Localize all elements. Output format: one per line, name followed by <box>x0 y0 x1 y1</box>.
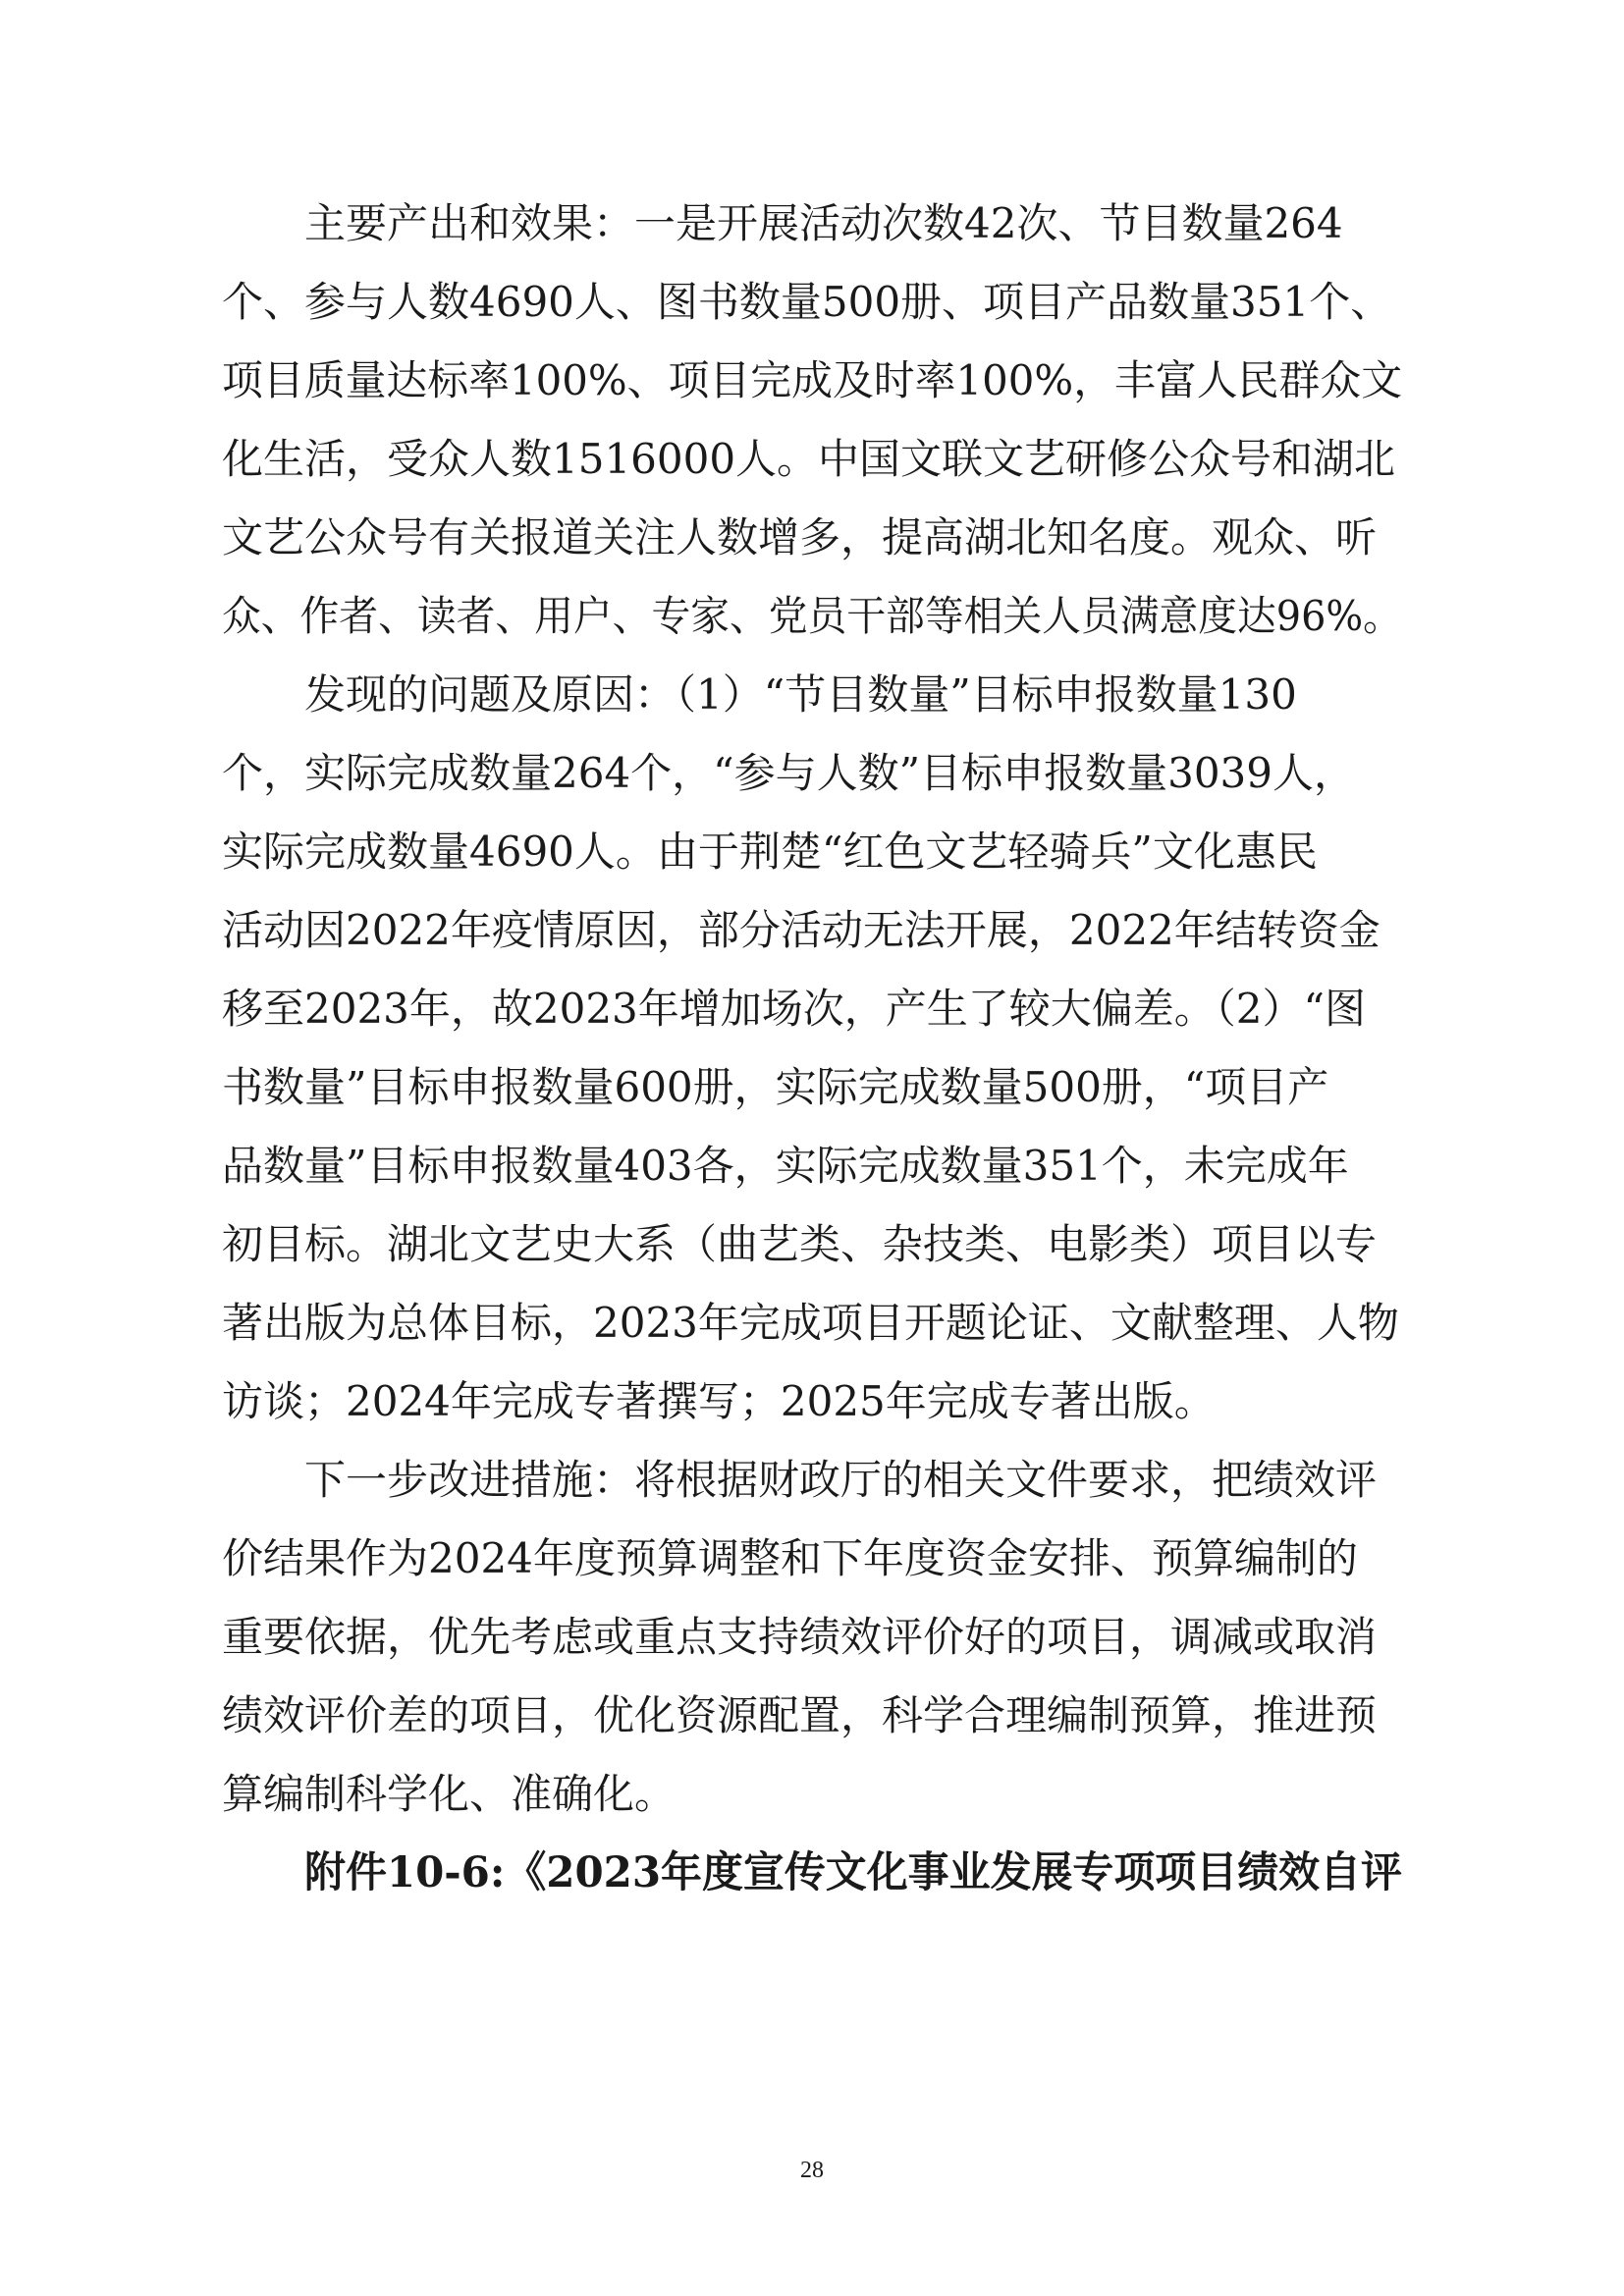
text-line <box>0 342 1624 420</box>
text-line <box>0 813 1624 891</box>
text-line-content: 个，实际完成数量264个，“参与人数”目标申报数量3039人， <box>222 749 1355 797</box>
text-line <box>0 1520 1624 1598</box>
text-line <box>0 656 1624 734</box>
text-line-content: 价结果作为2024年度预算调整和下年度资金安排、预算编制的 <box>222 1534 1358 1582</box>
text-line-content: 著出版为总体目标，2023年完成项目开题论证、文献整理、人物 <box>222 1299 1399 1347</box>
text-line-content: 主要产出和效果：一是开展活动次数42次、节目数量264 <box>304 199 1343 247</box>
text-line-content: 发现的问题及原因：（1）“节目数量”目标申报数量130 <box>304 670 1297 719</box>
page-number: 28 <box>800 2158 824 2183</box>
text-line-content: 实际完成数量4690人。由于荆楚“红色文艺轻骑兵”文化惠民 <box>222 828 1318 876</box>
text-line-content: 品数量”目标申报数量403各，实际完成数量351个，未完成年 <box>222 1142 1349 1190</box>
text-line-content: 个、参与人数4690人、图书数量500册、项目产品数量351个、 <box>222 278 1392 326</box>
text-line <box>0 1677 1624 1755</box>
text-line-content: 绩效评价差的项目，优化资源配置，科学合理编制预算，推进预 <box>222 1691 1378 1739</box>
text-line-content: 书数量”目标申报数量600册，实际完成数量500册，“项目产 <box>222 1063 1329 1111</box>
text-line <box>0 1127 1624 1205</box>
text-line <box>0 1284 1624 1362</box>
text-line-content: 下一步改进措施：将根据财政厅的相关文件要求，把绩效评 <box>304 1456 1378 1504</box>
text-line-content: 项目质量达标率100%、项目完成及时率100%，丰富人民群众文 <box>222 356 1403 404</box>
text-line-content: 初目标。湖北文艺史大系（曲艺类、杂技类、电影类）项目以专 <box>222 1220 1378 1268</box>
text-line <box>0 1362 1624 1441</box>
text-line-content: 移至2023年，故2023年增加场次，产生了较大偏差。（2）“图 <box>222 985 1366 1033</box>
text-line <box>0 420 1624 499</box>
text-line <box>0 1441 1624 1520</box>
text-line-content: 活动因2022年疫情原因，部分活动无法开展，2022年结转资金 <box>222 906 1380 954</box>
text-line-content: 算编制科学化、准确化。 <box>222 1770 677 1818</box>
text-line-content: 文艺公众号有关报道关注人数增多，提高湖北知名度。观众、听 <box>222 513 1378 561</box>
text-line <box>0 1598 1624 1677</box>
text-line-content: 众、作者、读者、用户、专家、党员干部等相关人员满意度达96%。 <box>222 592 1402 640</box>
text-line <box>0 577 1624 656</box>
text-line <box>0 185 1624 263</box>
text-line <box>0 891 1624 970</box>
text-line <box>0 1755 1624 1834</box>
text-line <box>0 734 1624 813</box>
attachment-heading <box>0 1834 1624 1912</box>
text-line <box>0 499 1624 577</box>
text-line-content: 化生活，受众人数1516000人。中国文联文艺研修公众号和湖北 <box>222 435 1396 483</box>
text-line <box>0 970 1624 1048</box>
text-line-content: 访谈；2024年完成专著撰写；2025年完成专著出版。 <box>222 1377 1216 1425</box>
text-line <box>0 1048 1624 1127</box>
text-line <box>0 1205 1624 1284</box>
attachment-heading-text: 附件10-6:《2023年度宣传文化事业发展专项项目绩效自评 <box>304 1848 1402 1897</box>
text-line <box>0 263 1624 342</box>
text-line-content: 重要依据，优先考虑或重点支持绩效评价好的项目，调减或取消 <box>222 1613 1378 1661</box>
